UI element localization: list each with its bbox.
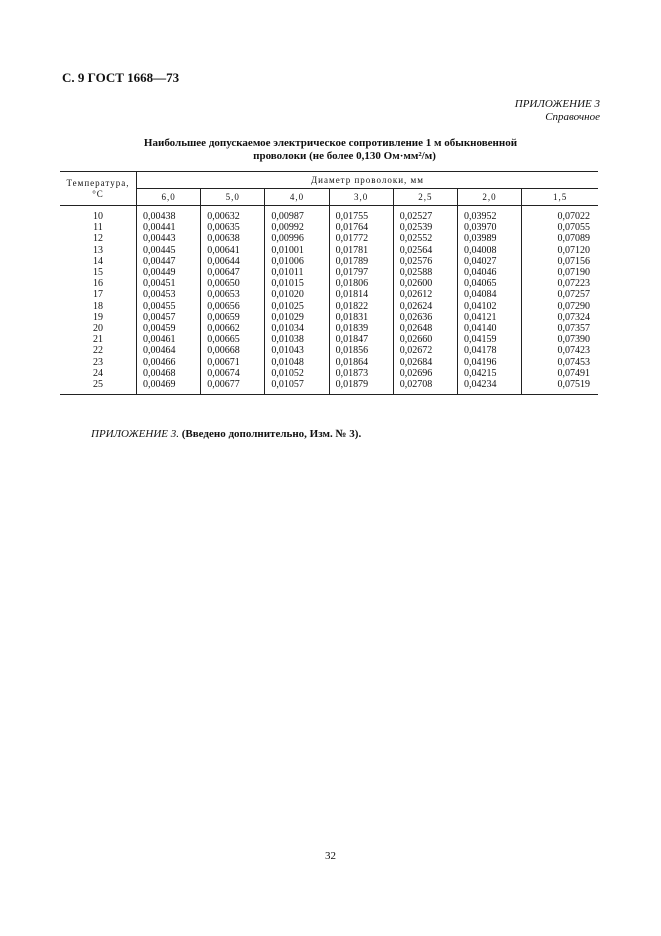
table-row	[60, 323, 598, 334]
diameter-col-header: 1,5	[522, 189, 598, 206]
resistance-cell: 0,00447	[137, 256, 201, 267]
table-row	[60, 312, 598, 323]
appendix-label: ПРИЛОЖЕНИЕ 3	[514, 98, 600, 110]
resistance-cell: 0,01781	[329, 245, 393, 256]
resistance-cell: 0,07022	[522, 206, 598, 223]
resistance-cell: 0,01006	[265, 256, 329, 267]
temperature-cell: 13	[60, 245, 137, 256]
resistance-cell: 0,00650	[201, 278, 265, 289]
resistance-cell: 0,00438	[137, 206, 201, 223]
resistance-cell: 0,02636	[393, 312, 457, 323]
resistance-cell: 0,04121	[457, 312, 521, 323]
resistance-cell: 0,01873	[329, 368, 393, 379]
resistance-cell: 0,04084	[457, 289, 521, 300]
resistance-cell: 0,01038	[265, 334, 329, 345]
resistance-cell: 0,07519	[522, 379, 598, 395]
resistance-cell: 0,01822	[329, 301, 393, 312]
resistance-cell: 0,00451	[137, 278, 201, 289]
resistance-cell: 0,01048	[265, 357, 329, 368]
resistance-cell: 0,00441	[137, 222, 201, 233]
resistance-cell: 0,00665	[201, 334, 265, 345]
resistance-cell: 0,02672	[393, 345, 457, 356]
resistance-cell: 0,00449	[137, 267, 201, 278]
resistance-cell: 0,00443	[137, 233, 201, 244]
resistance-cell: 0,02648	[393, 323, 457, 334]
table-row	[60, 334, 598, 345]
diameter-col-header: 5,0	[201, 189, 265, 206]
table-row	[60, 267, 598, 278]
resistance-cell: 0,00671	[201, 357, 265, 368]
diameter-col-header: 4,0	[265, 189, 329, 206]
resistance-cell: 0,00455	[137, 301, 201, 312]
diameter-col-header: 6,0	[137, 189, 201, 206]
resistance-cell: 0,01755	[329, 206, 393, 223]
resistance-cell: 0,02552	[393, 233, 457, 244]
resistance-cell: 0,04196	[457, 357, 521, 368]
resistance-cell: 0,02527	[393, 206, 457, 223]
resistance-cell: 0,00635	[201, 222, 265, 233]
resistance-cell: 0,07453	[522, 357, 598, 368]
resistance-cell: 0,01052	[265, 368, 329, 379]
resistance-cell: 0,04215	[457, 368, 521, 379]
table-title	[0, 137, 661, 163]
resistance-cell: 0,01029	[265, 312, 329, 323]
table-row	[60, 379, 598, 395]
resistance-cell: 0,00674	[201, 368, 265, 379]
resistance-cell: 0,02708	[393, 379, 457, 395]
resistance-cell: 0,00992	[265, 222, 329, 233]
table-title-line2: проволоки (не более 0,130 Ом·мм²/м)	[253, 150, 436, 162]
table-row	[60, 206, 598, 223]
resistance-cell: 0,07055	[522, 222, 598, 233]
resistance-cell: 0,00468	[137, 368, 201, 379]
table-row	[60, 233, 598, 244]
temperature-cell: 23	[60, 357, 137, 368]
appendix-label-block	[515, 98, 600, 124]
resistance-cell: 0,04140	[457, 323, 521, 334]
resistance-cell: 0,01864	[329, 357, 393, 368]
temperature-cell: 24	[60, 368, 137, 379]
resistance-cell: 0,00469	[137, 379, 201, 395]
table-row	[60, 222, 598, 233]
resistance-cell: 0,00638	[201, 233, 265, 244]
resistance-cell: 0,00996	[265, 233, 329, 244]
resistance-cell: 0,07290	[522, 301, 598, 312]
resistance-cell: 0,01856	[329, 345, 393, 356]
resistance-cell: 0,00453	[137, 289, 201, 300]
temperature-cell: 21	[60, 334, 137, 345]
resistance-cell: 0,02564	[393, 245, 457, 256]
resistance-cell: 0,00457	[137, 312, 201, 323]
resistance-cell: 0,04027	[457, 256, 521, 267]
page-number: 32	[325, 850, 336, 862]
temperature-cell: 12	[60, 233, 137, 244]
temperature-cell: 14	[60, 256, 137, 267]
resistance-cell: 0,04234	[457, 379, 521, 395]
appendix-sublabel: Справочное	[545, 111, 600, 123]
resistance-cell: 0,00461	[137, 334, 201, 345]
table-row	[60, 278, 598, 289]
diameter-header: Диаметр проволоки, мм	[137, 172, 599, 189]
resistance-cell: 0,00662	[201, 323, 265, 334]
resistance-cell: 0,00656	[201, 301, 265, 312]
resistance-cell: 0,00641	[201, 245, 265, 256]
resistance-cell: 0,04046	[457, 267, 521, 278]
resistance-cell: 0,01839	[329, 323, 393, 334]
resistance-cell: 0,00466	[137, 357, 201, 368]
resistance-cell: 0,04008	[457, 245, 521, 256]
resistance-cell: 0,04178	[457, 345, 521, 356]
temperature-cell: 16	[60, 278, 137, 289]
amendment-note	[91, 428, 361, 440]
resistance-cell: 0,01789	[329, 256, 393, 267]
resistance-cell: 0,01806	[329, 278, 393, 289]
resistance-cell: 0,01879	[329, 379, 393, 395]
resistance-cell: 0,01814	[329, 289, 393, 300]
resistance-cell: 0,07089	[522, 233, 598, 244]
resistance-cell: 0,00659	[201, 312, 265, 323]
resistance-cell: 0,04065	[457, 278, 521, 289]
diameter-col-header: 2,5	[393, 189, 457, 206]
temperature-cell: 11	[60, 222, 137, 233]
resistance-cell: 0,01847	[329, 334, 393, 345]
resistance-cell: 0,04102	[457, 301, 521, 312]
temperature-cell: 20	[60, 323, 137, 334]
table-body	[60, 206, 598, 395]
temperature-cell: 25	[60, 379, 137, 395]
table-row	[60, 368, 598, 379]
diameter-col-header: 3,0	[329, 189, 393, 206]
resistance-cell: 0,00653	[201, 289, 265, 300]
table-row	[60, 245, 598, 256]
table-row	[60, 301, 598, 312]
page-header: С. 9 ГОСТ 1668—73	[62, 70, 180, 85]
resistance-cell: 0,00464	[137, 345, 201, 356]
resistance-cell: 0,01772	[329, 233, 393, 244]
resistance-cell: 0,07357	[522, 323, 598, 334]
resistance-cell: 0,07120	[522, 245, 598, 256]
temperature-cell: 17	[60, 289, 137, 300]
resistance-cell: 0,02612	[393, 289, 457, 300]
resistance-cell: 0,01831	[329, 312, 393, 323]
resistance-cell: 0,00644	[201, 256, 265, 267]
temperature-cell: 10	[60, 206, 137, 223]
resistance-cell: 0,02539	[393, 222, 457, 233]
resistance-table	[60, 171, 598, 395]
resistance-cell: 0,02684	[393, 357, 457, 368]
temperature-cell: 15	[60, 267, 137, 278]
table-row	[60, 345, 598, 356]
table-row	[60, 256, 598, 267]
resistance-cell: 0,07223	[522, 278, 598, 289]
resistance-cell: 0,01025	[265, 301, 329, 312]
resistance-cell: 0,02624	[393, 301, 457, 312]
table-title-line1: Наибольшее допускаемое электрическое сопротивление 1 м обыкновенной	[143, 137, 518, 149]
resistance-cell: 0,00459	[137, 323, 201, 334]
table-header-row	[60, 172, 598, 189]
table-row	[60, 289, 598, 300]
resistance-cell: 0,02600	[393, 278, 457, 289]
temperature-cell: 22	[60, 345, 137, 356]
resistance-cell: 0,03952	[457, 206, 521, 223]
resistance-cell: 0,00668	[201, 345, 265, 356]
resistance-cell: 0,01057	[265, 379, 329, 395]
resistance-cell: 0,02576	[393, 256, 457, 267]
resistance-cell: 0,00677	[201, 379, 265, 395]
resistance-cell: 0,01034	[265, 323, 329, 334]
note-text: (Введено дополнительно, Изм. № 3).	[181, 428, 362, 440]
diameter-values-row	[60, 189, 598, 206]
resistance-cell: 0,01015	[265, 278, 329, 289]
resistance-cell: 0,00647	[201, 267, 265, 278]
resistance-cell: 0,02660	[393, 334, 457, 345]
resistance-cell: 0,02696	[393, 368, 457, 379]
resistance-cell: 0,07491	[522, 368, 598, 379]
resistance-cell: 0,01001	[265, 245, 329, 256]
resistance-cell: 0,02588	[393, 267, 457, 278]
resistance-cell: 0,03989	[457, 233, 521, 244]
resistance-cell: 0,01797	[329, 267, 393, 278]
resistance-cell: 0,01043	[265, 345, 329, 356]
resistance-cell: 0,07390	[522, 334, 598, 345]
resistance-cell: 0,03970	[457, 222, 521, 233]
resistance-cell: 0,00987	[265, 206, 329, 223]
resistance-cell: 0,07190	[522, 267, 598, 278]
resistance-cell: 0,07257	[522, 289, 598, 300]
diameter-col-header: 2,0	[457, 189, 521, 206]
temperature-header: Температура, °С	[60, 172, 137, 206]
resistance-cell: 0,00632	[201, 206, 265, 223]
resistance-cell: 0,04159	[457, 334, 521, 345]
resistance-cell: 0,00445	[137, 245, 201, 256]
resistance-cell: 0,07423	[522, 345, 598, 356]
table-row	[60, 357, 598, 368]
resistance-cell: 0,07156	[522, 256, 598, 267]
temperature-cell: 19	[60, 312, 137, 323]
resistance-cell: 0,01011	[265, 267, 329, 278]
temperature-cell: 18	[60, 301, 137, 312]
note-label: ПРИЛОЖЕНИЕ 3.	[91, 428, 179, 440]
resistance-cell: 0,07324	[522, 312, 598, 323]
resistance-cell: 0,01764	[329, 222, 393, 233]
resistance-cell: 0,01020	[265, 289, 329, 300]
